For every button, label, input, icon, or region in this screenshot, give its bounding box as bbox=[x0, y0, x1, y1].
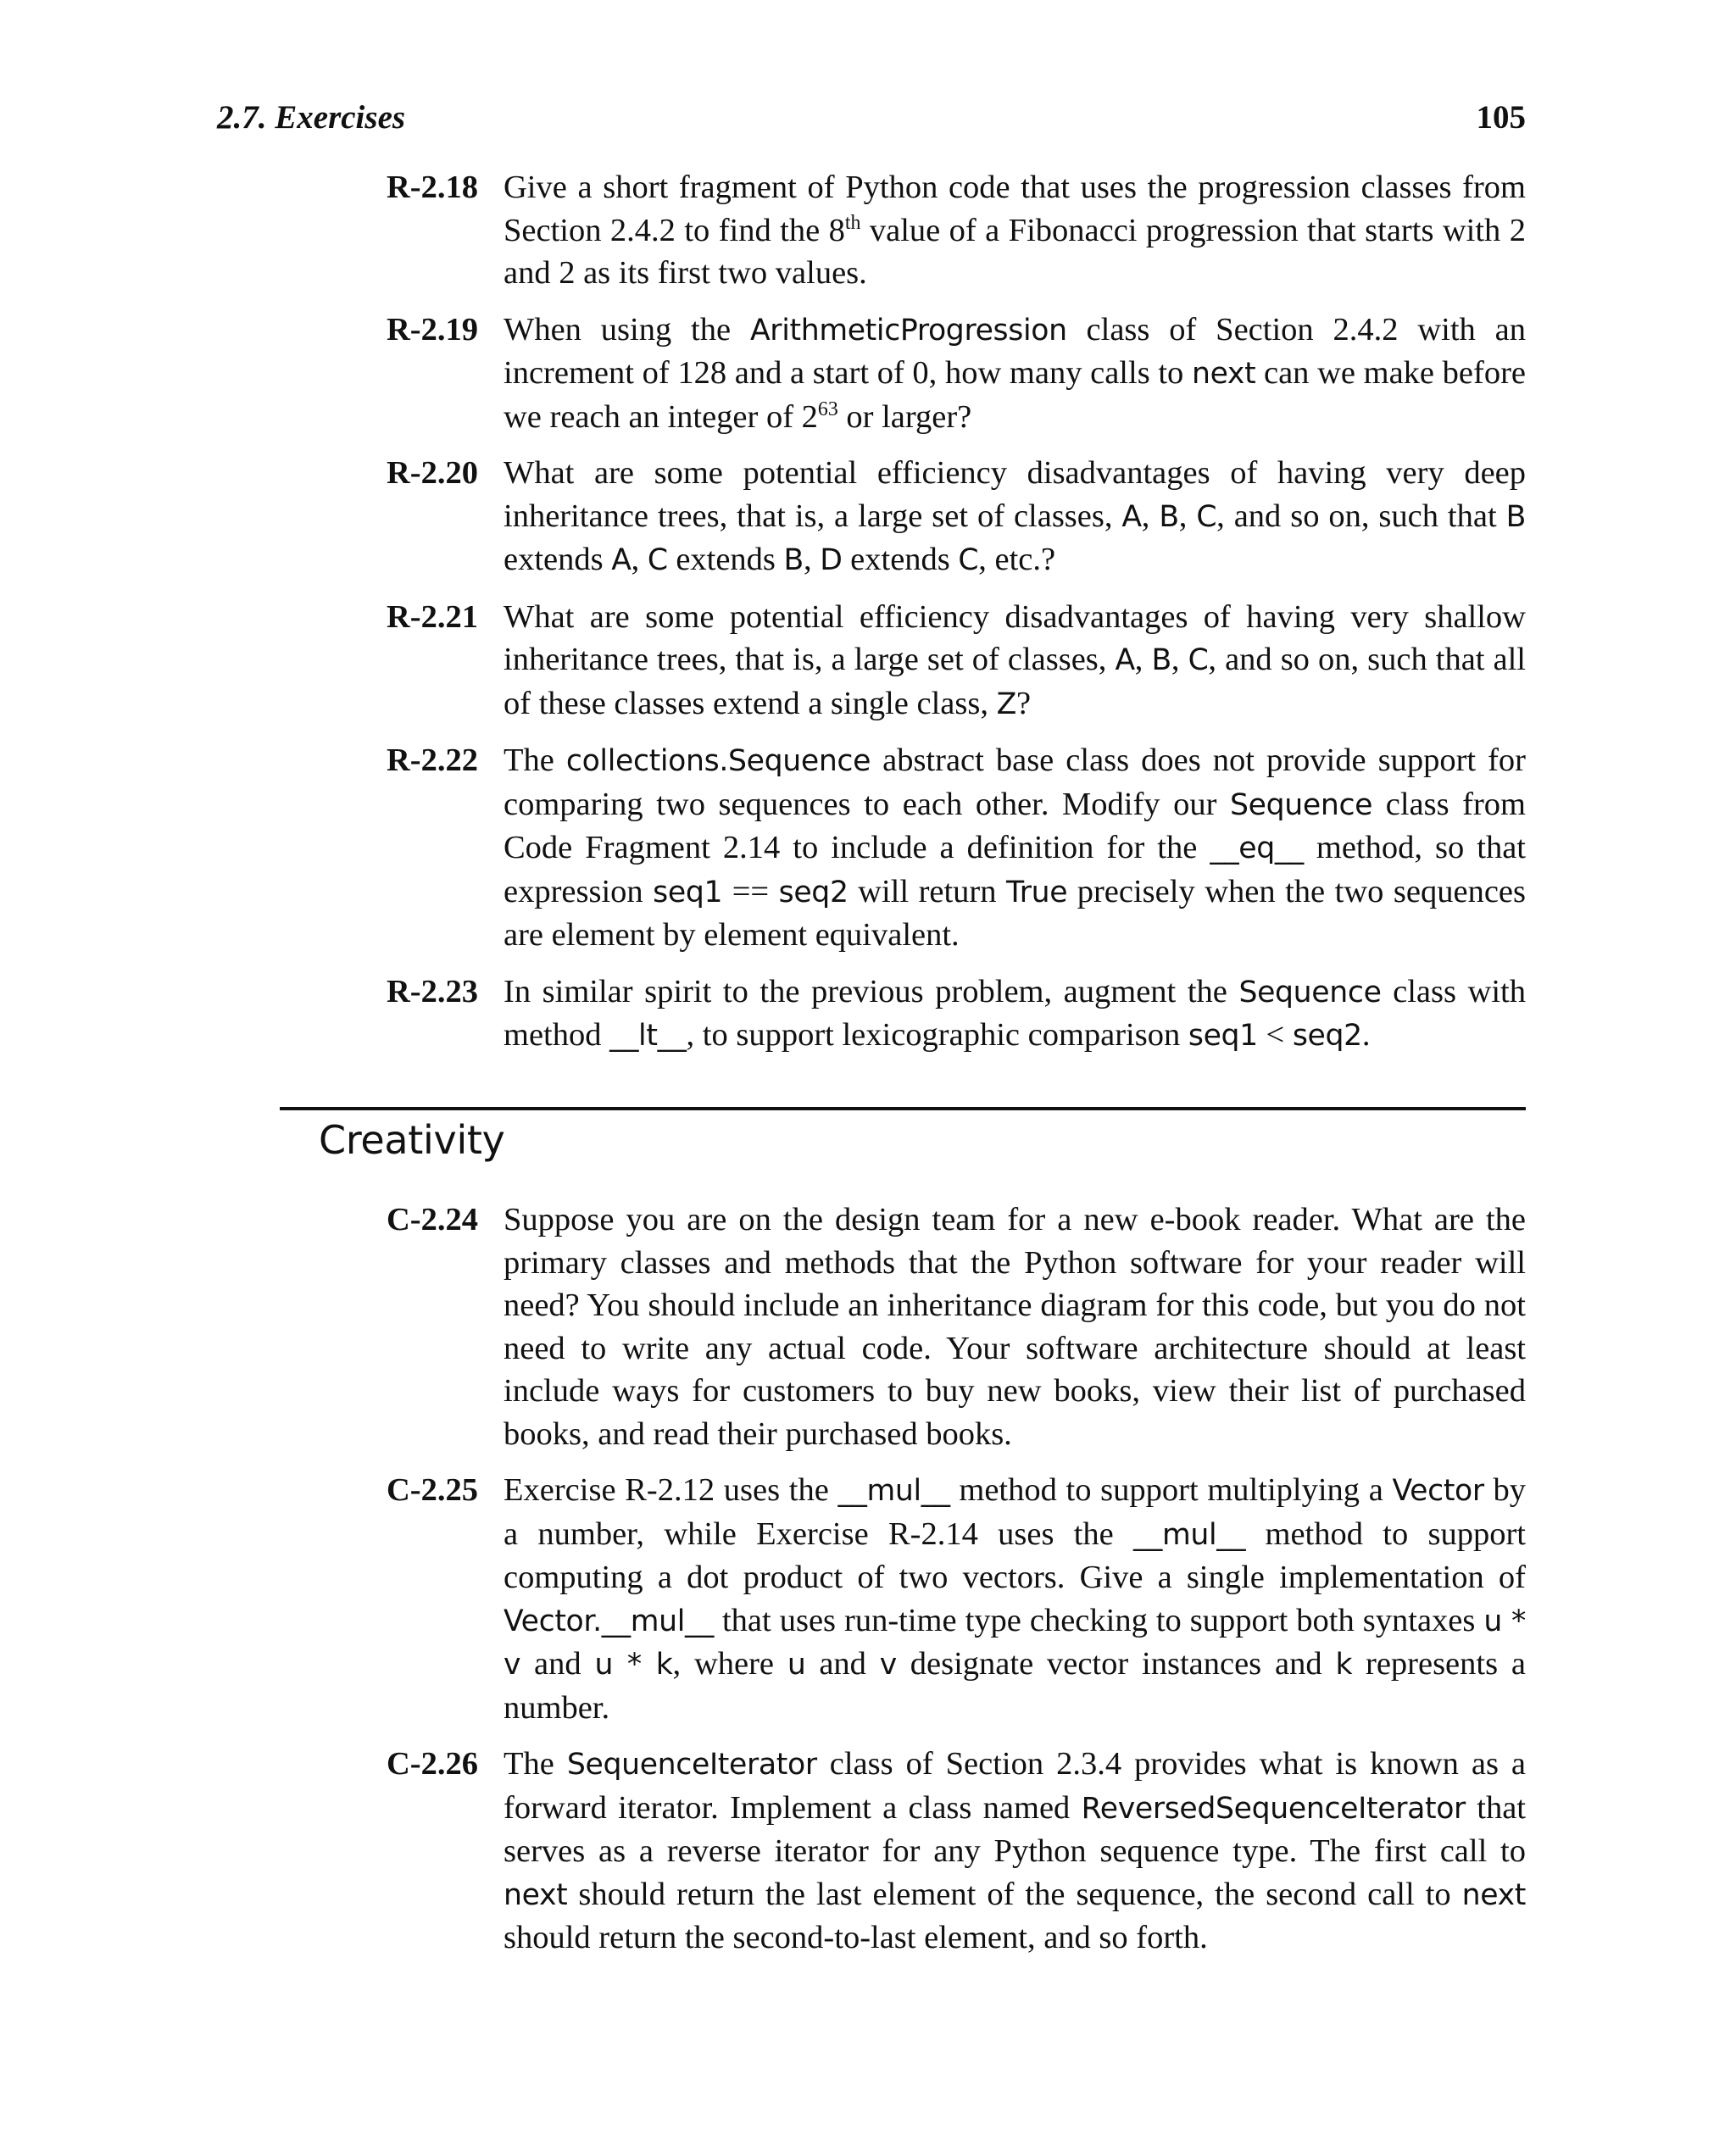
code-term: seq2 bbox=[1292, 1019, 1362, 1053]
code-term: __eq__ bbox=[1210, 831, 1304, 865]
text-run: method to support multiplying a bbox=[949, 1472, 1393, 1508]
text-run: class of Section 2.3.4 provides what is known as a forward iterator. Implement a class named bbox=[504, 1746, 1526, 1826]
reinforcement-exercise-list bbox=[387, 166, 1526, 1071]
text-run: value of a Fibonacci progression that starts with 2 and 2 as its first two values. bbox=[504, 212, 1526, 291]
text-run: by a number, while Exercise R-2.14 uses the bbox=[504, 1472, 1526, 1552]
exercise-text bbox=[504, 596, 1526, 726]
exercise-item bbox=[387, 309, 1526, 439]
code-term: ReversedSequenceIterator bbox=[1081, 1791, 1466, 1826]
exercise-text bbox=[504, 452, 1526, 582]
text-run: , bbox=[1134, 642, 1152, 677]
exercise-text bbox=[504, 970, 1526, 1058]
code-term: collections.Sequence bbox=[565, 744, 871, 778]
code-term: __lt__ bbox=[609, 1019, 687, 1053]
text-run: extends bbox=[667, 542, 784, 577]
exercise-item bbox=[387, 1198, 1526, 1455]
text-run: What are some potential efficiency disadvantages of having very deep inheritance trees, that is, a large set of classes, bbox=[504, 455, 1526, 534]
text-run: class from Code Fragment 2.14 to include a definition for the bbox=[504, 786, 1526, 865]
code-term: Vector bbox=[1392, 1474, 1484, 1508]
running-head bbox=[217, 98, 1526, 146]
exercise-number: R-2.23 bbox=[387, 973, 478, 1009]
code-term: D bbox=[820, 543, 843, 577]
exercise-item bbox=[387, 596, 1526, 726]
code-term: A bbox=[1121, 499, 1142, 534]
text-run: extends bbox=[842, 542, 959, 577]
text-run: represents a number. bbox=[504, 1646, 1526, 1726]
code-term: v bbox=[879, 1648, 897, 1682]
text-run: , and so on, such that bbox=[1216, 498, 1506, 534]
exercise-number: R-2.20 bbox=[387, 455, 478, 491]
exercise-text bbox=[504, 166, 1526, 295]
text-run: The bbox=[504, 1746, 567, 1782]
text-run: == bbox=[722, 873, 779, 909]
exercise-item bbox=[387, 1743, 1526, 1960]
code-term: Sequence bbox=[1230, 787, 1373, 822]
exercise-number: R-2.19 bbox=[387, 311, 478, 348]
code-term: B bbox=[783, 543, 804, 577]
code-term: next bbox=[1461, 1877, 1526, 1912]
text-run: , bbox=[1171, 642, 1188, 677]
creativity-exercise-list bbox=[387, 1198, 1526, 1973]
code-term: A bbox=[1115, 643, 1135, 677]
text-run: extends bbox=[504, 542, 612, 577]
text-run: . bbox=[1361, 1017, 1371, 1053]
exercise-number: R-2.18 bbox=[387, 170, 478, 205]
text-run: will return bbox=[848, 873, 1007, 909]
text-run: and bbox=[805, 1646, 880, 1682]
code-term: seq1 bbox=[1188, 1019, 1258, 1053]
text-run: , and so on, such that all of these classes extend a single class, bbox=[504, 642, 1527, 721]
code-term: seq2 bbox=[778, 875, 849, 909]
text-run: precisely when the two sequences are element by element equivalent. bbox=[504, 873, 1526, 953]
page-number: 105 bbox=[1476, 99, 1526, 136]
text-run: , where bbox=[672, 1646, 787, 1682]
text-run: , bbox=[1141, 498, 1160, 534]
code-term: B bbox=[1151, 643, 1171, 677]
text-run: , bbox=[631, 542, 648, 577]
text-run: When using the bbox=[504, 311, 750, 348]
text-run: that uses run-time type checking to support both syntaxes bbox=[713, 1602, 1484, 1638]
text-run: The bbox=[504, 742, 566, 778]
text-run: and bbox=[520, 1646, 595, 1682]
code-term: Z bbox=[996, 687, 1016, 721]
text-run: Exercise R-2.12 uses the bbox=[504, 1472, 838, 1508]
exercise-item bbox=[387, 452, 1526, 582]
exercise-item bbox=[387, 970, 1526, 1058]
code-term: k bbox=[1335, 1648, 1353, 1682]
code-term: __mul__ bbox=[837, 1474, 950, 1508]
text-run: In similar spirit to the previous problem, augment the bbox=[504, 973, 1239, 1009]
exercise-number: C-2.25 bbox=[387, 1472, 478, 1508]
code-term: u * v bbox=[504, 1604, 1526, 1682]
text-run: or larger? bbox=[837, 398, 972, 435]
exercise-text bbox=[504, 739, 1526, 957]
exercise-text bbox=[504, 309, 1526, 439]
text-run: class of Section 2.4.2 with an increment of 128 and a start of 0, how many calls to bbox=[504, 311, 1526, 391]
exercise-number: R-2.22 bbox=[387, 742, 478, 778]
text-run: abstract base class does not provide support for comparing two sequences to each other. Modify our bbox=[504, 742, 1526, 822]
code-term: SequenceIterator bbox=[566, 1748, 817, 1782]
section-divider bbox=[280, 1107, 1526, 1110]
text-run: can we make before we reach an integer of 2 bbox=[504, 355, 1526, 435]
exercise-text bbox=[504, 1198, 1526, 1455]
exercise-number: C-2.24 bbox=[387, 1202, 478, 1237]
code-term: B bbox=[1505, 499, 1527, 534]
code-term: Sequence bbox=[1238, 975, 1382, 1009]
code-term: __mul__ bbox=[1133, 1517, 1246, 1552]
exercise-item bbox=[387, 1469, 1526, 1729]
code-term: next bbox=[504, 1877, 568, 1912]
text-run: method to support computing a dot product of two vectors. Give a single implementation of bbox=[504, 1515, 1526, 1595]
code-term: C bbox=[1188, 643, 1209, 677]
text-run: Suppose you are on the design team for a new e-book reader. What are the primary classes and methods that the Python software for your reader will need? You should include an inheritance diagram for this code, but you do not need to write any actual code. Your software architecture should at least include ways for customers to buy new books, view their list of purchased books, and read their purchased books. bbox=[504, 1202, 1526, 1452]
text-run: < bbox=[1257, 1017, 1293, 1053]
code-term: B bbox=[1159, 499, 1179, 534]
text-run: ? bbox=[1016, 685, 1032, 721]
code-term: next bbox=[1191, 357, 1256, 391]
text-run: Give a short fragment of Python code that uses the progression classes from Section 2.4.2 to find the 8 bbox=[504, 170, 1526, 248]
code-term: C bbox=[647, 543, 668, 577]
exercise-item bbox=[387, 166, 1526, 295]
code-term: C bbox=[1196, 499, 1217, 534]
code-term: Vector.__mul__ bbox=[504, 1604, 714, 1638]
code-term: seq1 bbox=[653, 875, 723, 909]
code-term: A bbox=[611, 543, 632, 577]
code-term: True bbox=[1006, 875, 1068, 909]
exercise-number: R-2.21 bbox=[387, 598, 478, 635]
text-run: should return the second-to-last element, and so forth. bbox=[504, 1920, 1208, 1955]
exercise-number: C-2.26 bbox=[387, 1746, 478, 1782]
code-term: ArithmeticProgression bbox=[749, 313, 1067, 348]
exercise-item bbox=[387, 739, 1526, 957]
exercise-text bbox=[504, 1469, 1526, 1729]
creativity-heading: Creativity bbox=[319, 1117, 505, 1163]
code-term: u bbox=[787, 1648, 806, 1682]
text-run: , bbox=[1178, 498, 1197, 534]
superscript: 63 bbox=[817, 398, 838, 420]
text-run: should return the last element of the sequence, the second call to bbox=[567, 1876, 1462, 1912]
superscript: th bbox=[844, 211, 861, 234]
text-run: What are some potential efficiency disadvantages of having very shallow inheritance trees, that is, a large set of classes, bbox=[504, 598, 1526, 677]
text-run: , etc.? bbox=[978, 542, 1056, 577]
text-run: method, so that expression bbox=[504, 830, 1527, 909]
text-run: class with method bbox=[504, 973, 1526, 1053]
text-run: that serves as a reverse iterator for any Python sequence type. The first call to bbox=[504, 1789, 1526, 1869]
exercise-text bbox=[504, 1743, 1526, 1960]
section-heading: 2.7. Exercises bbox=[217, 99, 406, 136]
code-term: C bbox=[958, 543, 979, 577]
code-term: u * k bbox=[594, 1648, 673, 1682]
text-run: , bbox=[803, 542, 821, 577]
text-run: designate vector instances and bbox=[896, 1646, 1336, 1682]
text-run: , to support lexicographic comparison bbox=[686, 1017, 1188, 1053]
